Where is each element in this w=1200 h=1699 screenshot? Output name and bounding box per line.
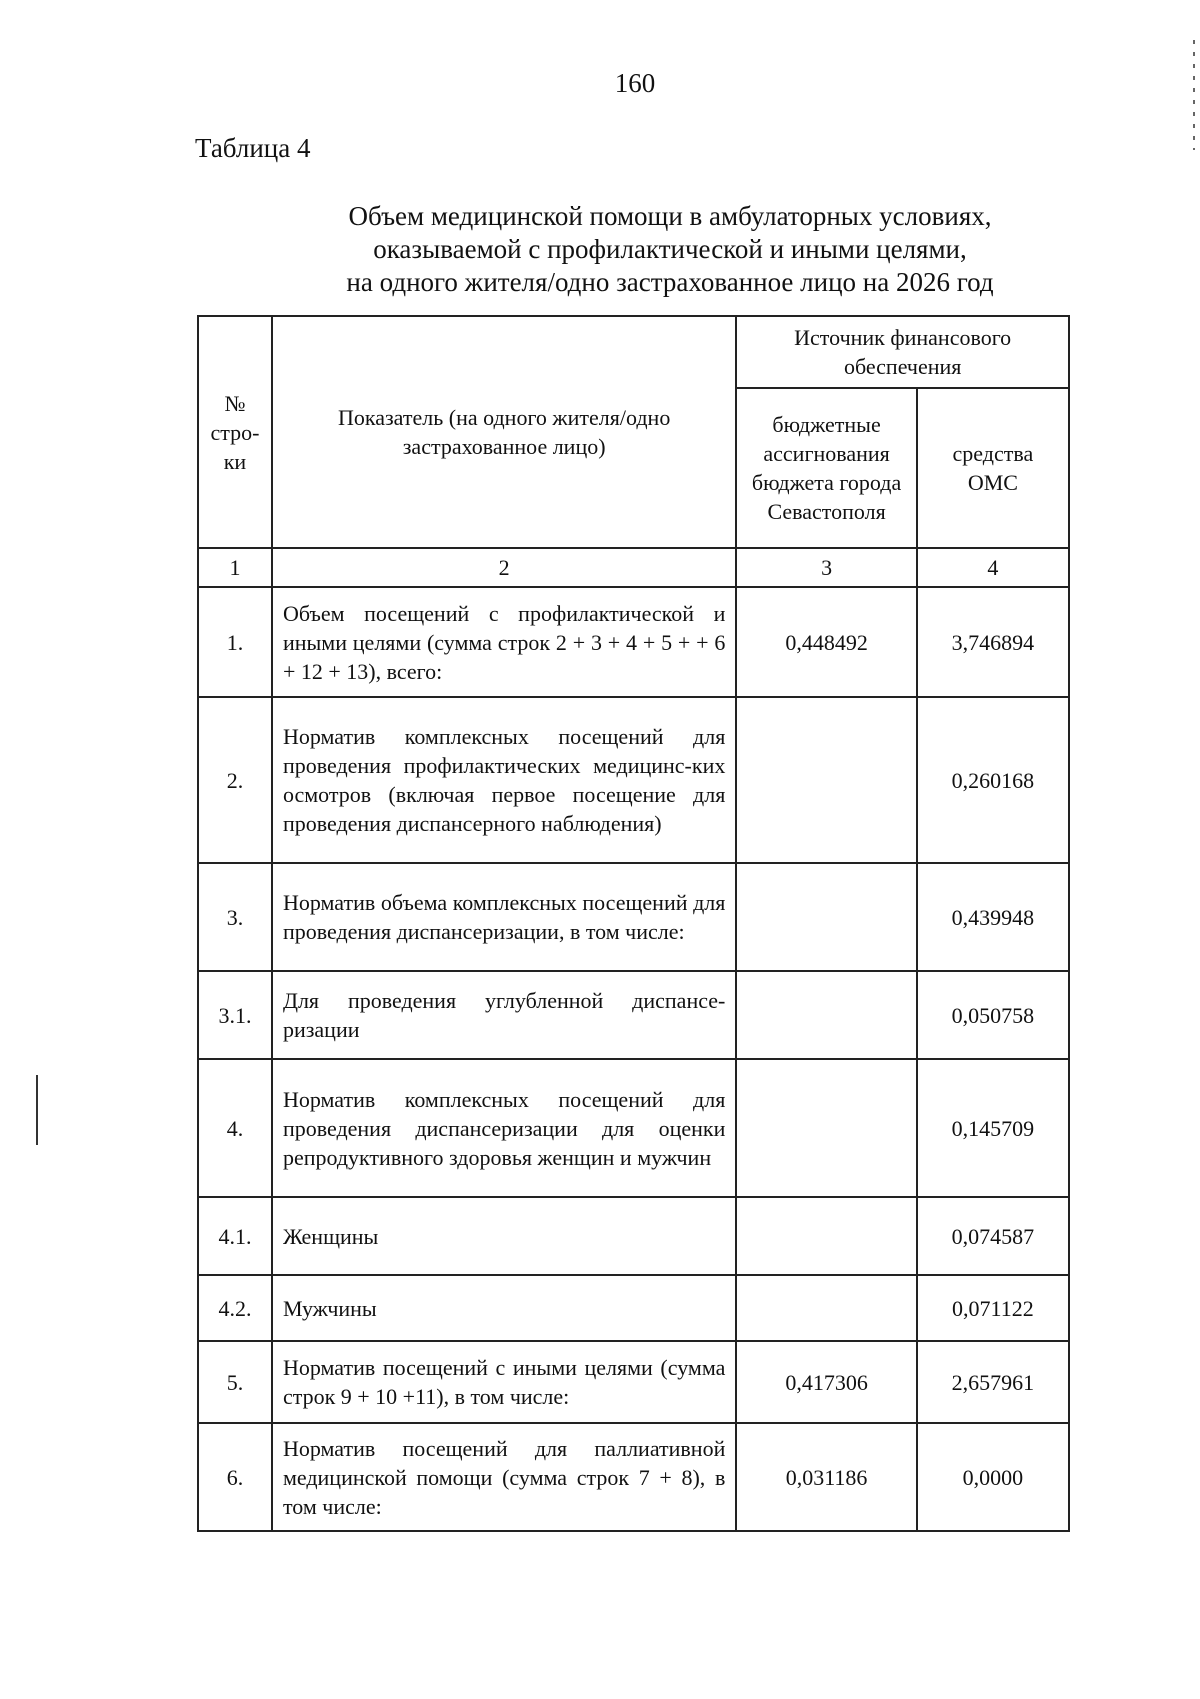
row-number: 6.: [198, 1423, 272, 1531]
row-number: 3.1.: [198, 971, 272, 1059]
title-line: оказываемой с профилактической и иными целями,: [373, 234, 967, 264]
row-oms-value: 0,145709: [917, 1059, 1069, 1197]
row-number: 4.1.: [198, 1197, 272, 1275]
column-number: 4: [917, 548, 1069, 587]
row-number: 2.: [198, 697, 272, 863]
table-row: [198, 1423, 1069, 1531]
row-budget-value: [736, 697, 916, 863]
row-number: 1.: [198, 587, 272, 697]
row-indicator: Мужчины: [272, 1275, 736, 1341]
row-number: 3.: [198, 863, 272, 971]
title-line: на одного жителя/одно застрахованное лицо на 2026 год: [346, 267, 994, 297]
header-oms: средства ОМС: [917, 388, 1069, 548]
header-funding-source: Источник финансового обеспечения: [736, 316, 1069, 388]
table-row: [198, 1341, 1069, 1423]
row-oms-value: 0,050758: [917, 971, 1069, 1059]
column-number-row: [198, 548, 1069, 587]
row-oms-value: 0,071122: [917, 1275, 1069, 1341]
row-indicator: Норматив комплексных посещений для проведения профилактических медицинс-ких осмотров (включая первое посещение для проведения диспансерного наблюдения): [272, 697, 736, 863]
header-budget: бюджетные ассигнования бюджета города Севастополя: [736, 388, 916, 548]
table-row: [198, 971, 1069, 1059]
column-number: 2: [272, 548, 736, 587]
row-budget-value: [736, 1197, 916, 1275]
row-budget-value: [736, 1275, 916, 1341]
table-row: [198, 1275, 1069, 1341]
table-row: [198, 1197, 1069, 1275]
row-indicator: Объем посещений с профилактической и иными целями (сумма строк 2 + 3 + 4 + 5 + + 6 + 12 + 13), всего:: [272, 587, 736, 697]
document-title: [300, 200, 1040, 299]
row-oms-value: 0,439948: [917, 863, 1069, 971]
row-oms-value: 0,0000: [917, 1423, 1069, 1531]
row-oms-value: 3,746894: [917, 587, 1069, 697]
row-indicator: Норматив объема комплексных посещений для проведения диспансеризации, в том числе:: [272, 863, 736, 971]
row-budget-value: [736, 1059, 916, 1197]
header-indicator: Показатель (на одного жителя/одно застрахованное лицо): [272, 316, 736, 548]
row-indicator: Для проведения углубленной диспансе-ризации: [272, 971, 736, 1059]
row-number: 4.: [198, 1059, 272, 1197]
row-budget-value: [736, 863, 916, 971]
row-budget-value: [736, 971, 916, 1059]
data-table: [197, 315, 1070, 1532]
page-number: 160: [614, 68, 656, 98]
row-indicator: Норматив комплексных посещений для проведения диспансеризации для оценки репродуктивного здоровья женщин и мужчин: [272, 1059, 736, 1197]
row-oms-value: 2,657961: [917, 1341, 1069, 1423]
table-row: [198, 863, 1069, 971]
title-line: Объем медицинской помощи в амбулаторных условиях,: [348, 201, 992, 231]
column-number: 3: [736, 548, 916, 587]
scan-artifact: [1193, 40, 1195, 150]
table-label: Таблица 4: [195, 133, 311, 163]
row-indicator: Женщины: [272, 1197, 736, 1275]
row-budget-value: 0,031186: [736, 1423, 916, 1531]
row-budget-value: 0,417306: [736, 1341, 916, 1423]
header-row-number: № стро-ки: [198, 316, 272, 548]
row-budget-value: 0,448492: [736, 587, 916, 697]
column-number: 1: [198, 548, 272, 587]
row-indicator: Норматив посещений для паллиативной медицинской помощи (сумма строк 7 + 8), в том числе:: [272, 1423, 736, 1531]
row-oms-value: 0,260168: [917, 697, 1069, 863]
row-indicator: Норматив посещений с иными целями (сумма строк 9 + 10 +11), в том числе:: [272, 1341, 736, 1423]
row-oms-value: 0,074587: [917, 1197, 1069, 1275]
row-number: 5.: [198, 1341, 272, 1423]
table-row: [198, 587, 1069, 697]
table-row: [198, 697, 1069, 863]
row-number: 4.2.: [198, 1275, 272, 1341]
table-row: [198, 1059, 1069, 1197]
scan-artifact: [36, 1075, 38, 1145]
